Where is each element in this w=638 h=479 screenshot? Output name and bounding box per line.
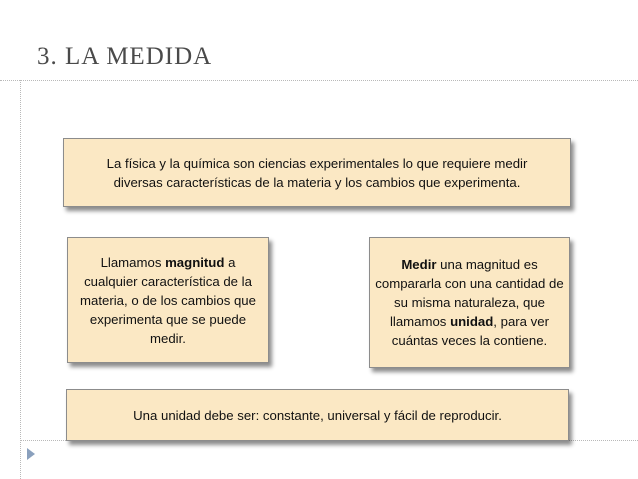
bullet-arrow-icon bbox=[27, 448, 35, 460]
intro-line-1: La física y la química son ciencias experimentales lo que requiere medir bbox=[106, 155, 528, 171]
slide-title: 3. LA MEDIDA bbox=[37, 43, 213, 70]
medir-text bbox=[375, 255, 564, 350]
unidad-term: unidad bbox=[450, 314, 494, 329]
unidad-text: Una unidad debe ser: constante, universal y fácil de reproducir. bbox=[133, 407, 502, 423]
medir-post: , para ver cuántas veces la contiene. bbox=[391, 314, 550, 348]
left-guide bbox=[20, 80, 21, 479]
intro-box bbox=[63, 138, 571, 207]
magnitud-pre: Llamamos bbox=[100, 254, 166, 270]
medir-mid: una magnitud es compararla con una cantidad de su misma naturaleza, que llamamos bbox=[375, 257, 564, 329]
magnitud-post: a cualquier característica de la materia, o de los cambios que experimenta que se puede medir. bbox=[80, 254, 256, 346]
unidad-box bbox=[66, 389, 569, 441]
title-divider bbox=[0, 80, 638, 81]
magnitud-text bbox=[74, 253, 262, 348]
magnitud-box bbox=[67, 237, 269, 363]
medir-term: Medir bbox=[401, 257, 437, 272]
medir-box bbox=[369, 237, 570, 368]
intro-line-2: diversas características de la materia y los cambios que experimenta. bbox=[113, 174, 521, 190]
magnitud-term: magnitud bbox=[165, 254, 225, 270]
